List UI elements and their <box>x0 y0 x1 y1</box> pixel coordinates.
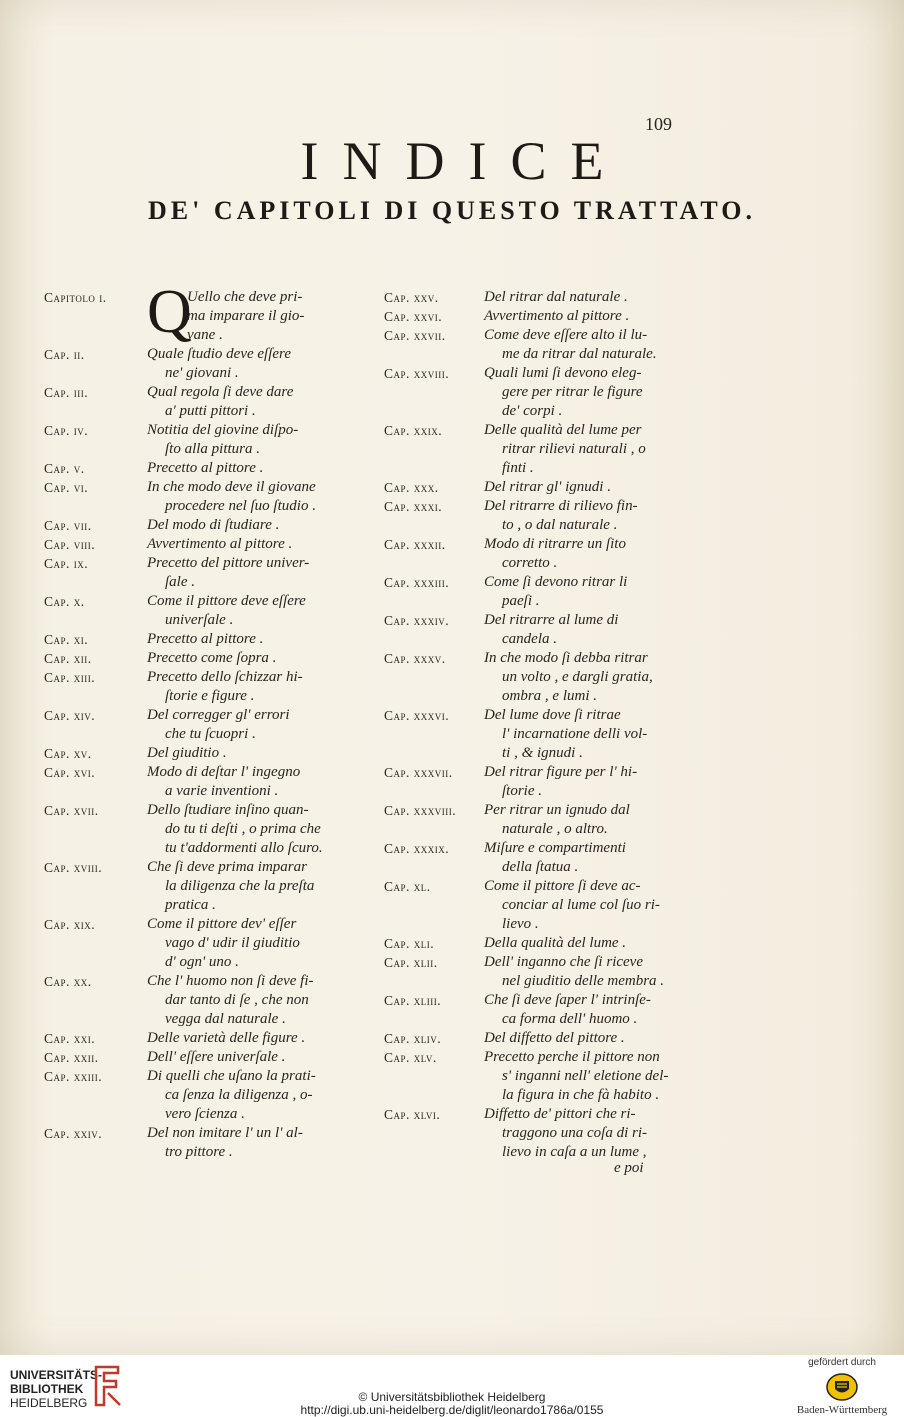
chapter-number: Cap. xxxvii. <box>384 765 453 780</box>
chapter-title-line: Delle varietà delle figure . <box>147 1030 306 1046</box>
chapter-title <box>147 706 349 744</box>
chapter-title-line: Del ritrarre al lume di <box>484 612 619 628</box>
chapter-title <box>484 649 684 706</box>
chapter-title-line: Del corregger gl' errori <box>147 707 290 723</box>
chapter-number: Cap. xl. <box>384 879 431 894</box>
copyright-block <box>0 1391 904 1417</box>
chapter-number: Cap. xlii. <box>384 955 438 970</box>
funded-by-label: gefördert durch <box>808 1357 876 1368</box>
chapter-number: Cap. xxiv. <box>44 1126 103 1141</box>
chapter-number: Cap. xxv. <box>384 290 439 305</box>
index-entry <box>384 497 684 535</box>
index-entry <box>44 763 349 801</box>
chapter-title-line: ritrar rilievi naturali , o <box>502 441 646 457</box>
chapter-title <box>147 1124 349 1162</box>
index-entry <box>44 630 349 649</box>
chapter-title <box>484 1048 684 1105</box>
chapter-number: Cap. xix. <box>44 917 96 932</box>
chapter-title-line: Di quelli che uſano la prati- <box>147 1068 316 1084</box>
chapter-number: Cap. xxii. <box>44 1050 99 1065</box>
chapter-title-line: Precetto al pittore . <box>147 631 264 647</box>
chapter-title-line: Del modo di ſtudiare . <box>147 517 280 533</box>
chapter-title-line: della ſtatua . <box>502 859 579 875</box>
chapter-title-line: conciar al lume col ſuo ri- <box>502 897 660 913</box>
chapter-title-line: ſtorie e figure . <box>165 688 255 704</box>
chapter-number: Cap. xxi. <box>44 1031 96 1046</box>
index-entry <box>44 345 349 383</box>
chapter-title <box>484 573 684 611</box>
index-entry <box>384 421 684 478</box>
chapter-number: Cap. xxxix. <box>384 841 450 856</box>
index-entry <box>384 1048 684 1105</box>
chapter-title-line: lievo . <box>502 916 539 932</box>
chapter-title-line: de' corpi . <box>502 403 563 419</box>
chapter-title-line: Che ſi deve ſaper l' intrinſe- <box>484 992 651 1008</box>
chapter-title-line: Qual regola ſi deve dare <box>147 384 294 400</box>
chapter-number: Cap. xvii. <box>44 803 99 818</box>
chapter-title-line: dar tanto di ſe , che non <box>165 992 309 1008</box>
chapter-title-line: Quali lumi ſi devono eleg- <box>484 365 642 381</box>
chapter-title <box>484 877 684 934</box>
page-title: INDICE <box>300 131 628 191</box>
index-entry <box>384 573 684 611</box>
chapter-title-line: traggono una coſa di ri- <box>502 1125 647 1141</box>
chapter-title-line: Che l' huomo non ſi deve fi- <box>147 973 314 989</box>
chapter-title <box>147 478 349 516</box>
chapter-title <box>147 1048 349 1067</box>
chapter-title-line: Precetto come ſopra . <box>147 650 277 666</box>
chapter-title <box>484 1029 684 1048</box>
index-entry <box>384 326 684 364</box>
chapter-title-line: me da ritrar dal naturale. <box>502 346 657 362</box>
chapter-title-line: Del diffetto del pittore . <box>484 1030 625 1046</box>
chapter-number: Cap. xxvi. <box>384 309 443 324</box>
index-entry <box>44 801 349 858</box>
chapter-title-line: ſtorie . <box>502 783 542 799</box>
chapter-title-line: ne' giovani . <box>165 365 239 381</box>
chapter-number: Cap. xv. <box>44 746 92 761</box>
chapter-number: Cap. xxxviii. <box>384 803 457 818</box>
chapter-title-line: Del ritrar figure per l' hi- <box>484 764 638 780</box>
chapter-title <box>484 326 684 364</box>
chapter-title <box>484 497 684 535</box>
chapter-title <box>147 554 349 592</box>
chapter-title <box>484 801 684 839</box>
index-entry <box>44 649 349 668</box>
chapter-title-line: ca ſenza la diligenza , o- <box>165 1087 313 1103</box>
chapter-title <box>147 516 349 535</box>
index-entry <box>384 478 684 497</box>
chapter-title <box>147 858 349 915</box>
index-entry <box>44 278 349 346</box>
chapter-title-line: Come il pittore dev' eſſer <box>147 916 297 932</box>
chapter-number: Cap. ii. <box>44 347 85 362</box>
chapter-title-line: Come deve eſſere alto il lu- <box>484 327 648 343</box>
chapter-title <box>147 972 349 1029</box>
chapter-title-line: che tu ſcuopri . <box>165 726 256 742</box>
chapter-number: Cap. xlv. <box>384 1050 437 1065</box>
chapter-title <box>484 307 684 326</box>
chapter-number: Cap. xliii. <box>384 993 442 1008</box>
chapter-title <box>147 668 349 706</box>
chapter-title <box>147 535 349 554</box>
page-number: 109 <box>645 114 672 134</box>
chapter-title-line: ma imparare il gio- <box>187 308 305 324</box>
library-name-line3: HEIDELBERG <box>10 1396 88 1410</box>
index-entry <box>44 554 349 592</box>
index-entry <box>44 592 349 630</box>
chapter-number: Cap. xxxi. <box>384 499 443 514</box>
chapter-title <box>147 345 349 383</box>
index-column-right <box>384 288 684 1162</box>
chapter-title-line: Miſure e compartimenti <box>484 840 626 856</box>
chapter-title-line: naturale , o altro. <box>502 821 608 837</box>
chapter-title-line: Diffetto de' pittori che ri- <box>484 1106 636 1122</box>
index-entry <box>44 1029 349 1048</box>
index-entry <box>384 364 684 421</box>
chapter-title <box>147 421 349 459</box>
index-entry <box>44 421 349 459</box>
chapter-title-line: ca forma dell' huomo . <box>502 1011 638 1027</box>
chapter-title-line: Come il pittore deve eſſere <box>147 593 306 609</box>
index-entry <box>384 877 684 934</box>
chapter-title <box>147 744 349 763</box>
chapter-title-line: vero ſcienza . <box>165 1106 245 1122</box>
chapter-title <box>484 953 684 991</box>
chapter-number: Cap. vii. <box>44 518 92 533</box>
chapter-title-line: do tu ti deſti , o prima che <box>165 821 321 837</box>
chapter-title <box>147 1067 349 1124</box>
chapter-title-line: ombra , e lumi . <box>502 688 597 704</box>
index-entry <box>384 801 684 839</box>
index-entry <box>384 611 684 649</box>
chapter-number: Cap. x. <box>44 594 85 609</box>
chapter-title-line: Del giuditio . <box>147 745 227 761</box>
chapter-title-line: vago d' udir il giuditio <box>165 935 300 951</box>
chapter-title-line: Del ritrar gl' ignudi . <box>484 479 611 495</box>
chapter-title-line: Precetto al pittore . <box>147 460 264 476</box>
chapter-title <box>147 801 349 858</box>
index-entry <box>384 706 684 763</box>
chapter-number: Cap. xii. <box>44 651 92 666</box>
chapter-number: Cap. xxxvi. <box>384 708 450 723</box>
chapter-title-line: Del non imitare l' un l' al- <box>147 1125 303 1141</box>
chapter-title-line: Dell' inganno che ſi riceve <box>484 954 643 970</box>
chapter-number: Cap. xi. <box>44 632 89 647</box>
chapter-title-line: Modo di ritrarre un ſito <box>484 536 626 552</box>
chapter-title-line: Avvertimento al pittore . <box>147 536 293 552</box>
chapter-title-line: a' putti pittori . <box>165 403 256 419</box>
chapter-title-line: ti , & ignudi . <box>502 745 583 761</box>
library-name-line2: BIBLIOTHEK <box>10 1382 84 1396</box>
chapter-title-line: Del ritrarre di rilievo fin- <box>484 498 638 514</box>
chapter-title <box>147 278 349 346</box>
chapter-title-line: Precetto perche il pittore non <box>484 1049 660 1065</box>
index-entry <box>44 972 349 1029</box>
index-entry <box>44 459 349 478</box>
chapter-title-line: la figura in che fà habito . <box>502 1087 660 1103</box>
state-seal-icon <box>825 1372 859 1402</box>
index-entry <box>44 1048 349 1067</box>
chapter-title <box>147 592 349 630</box>
chapter-title <box>484 763 684 801</box>
chapter-title-line: Uello che deve pri- <box>187 289 303 305</box>
chapter-number: Cap. xx. <box>44 974 92 989</box>
permalink-url[interactable]: http://digi.ub.uni-heidelberg.de/diglit/leonardo1786a/0155 <box>300 1403 604 1417</box>
chapter-title-line: Dello ſtudiare inſino quan- <box>147 802 309 818</box>
index-entry <box>44 858 349 915</box>
chapter-title-line: Come il pittore ſi deve ac- <box>484 878 641 894</box>
index-entry <box>384 288 684 307</box>
index-entry <box>44 516 349 535</box>
chapter-title-line: s' inganni nell' eletione del- <box>502 1068 669 1084</box>
chapter-title-line: Modo di deſtar l' ingegno <box>147 764 301 780</box>
chapter-title-line: Quale ſtudio deve eſſere <box>147 346 291 362</box>
index-entry <box>44 1124 349 1162</box>
copyright-text: © Universitätsbibliothek Heidelberg <box>358 1390 546 1404</box>
chapter-number: Cap. vi. <box>44 480 89 495</box>
chapter-title <box>484 991 684 1029</box>
index-entry <box>384 535 684 573</box>
chapter-title <box>484 421 684 478</box>
chapter-title-line: tu t'addormenti allo ſcuro. <box>165 840 323 856</box>
chapter-number: Cap. xxix. <box>384 423 443 438</box>
index-entry <box>44 383 349 421</box>
index-entry <box>44 706 349 744</box>
footer-bar <box>0 1355 904 1417</box>
chapter-title-line: In che modo ſi debba ritrar <box>484 650 648 666</box>
chapter-title <box>484 839 684 877</box>
index-entry <box>384 934 684 953</box>
funder-name: Baden-Württemberg <box>796 1404 888 1416</box>
chapter-title-line: ſto alla pittura . <box>165 441 261 457</box>
index-entry <box>44 478 349 516</box>
index-entry <box>44 744 349 763</box>
index-entry <box>44 668 349 706</box>
index-entry <box>44 535 349 554</box>
chapter-title <box>484 611 684 649</box>
chapter-title-line: Per ritrar un ignudo dal <box>484 802 630 818</box>
chapter-title-line: Che ſi deve prima imparar <box>147 859 307 875</box>
chapter-title <box>147 459 349 478</box>
chapter-title-line: univerſale . <box>165 612 234 628</box>
index-entry <box>384 991 684 1029</box>
chapter-title-line: pratica . <box>165 897 216 913</box>
chapter-title-line: l' incarnatione delli vol- <box>502 726 648 742</box>
chapter-title-line: vegga dal naturale . <box>165 1011 286 1027</box>
chapter-title-line: tro pittore . <box>165 1144 233 1160</box>
chapter-title-line: gere per ritrar le figure <box>502 384 643 400</box>
chapter-title-line: vane . <box>187 327 223 343</box>
chapter-title-line: d' ogn' uno . <box>165 954 239 970</box>
chapter-title-line: nel giuditio delle membra . <box>502 973 665 989</box>
chapter-title-line: la diligenza che la preſta <box>165 878 315 894</box>
chapter-title <box>484 288 684 307</box>
chapter-number: Cap. xvi. <box>44 765 96 780</box>
chapter-title-line: Precetto dello ſchizzar hi- <box>147 669 303 685</box>
chapter-title-line: Del ritrar dal naturale . <box>484 289 628 305</box>
chapter-title-line: lievo in caſa a un lume , <box>502 1144 647 1160</box>
chapter-title-line: finti . <box>502 460 534 476</box>
index-entry <box>44 1067 349 1124</box>
chapter-number: Cap. xxxiii. <box>384 575 450 590</box>
chapter-number: Cap. xxxiv. <box>384 613 450 628</box>
chapter-title <box>484 535 684 573</box>
index-entry <box>384 307 684 326</box>
chapter-title-line: candela . <box>502 631 557 647</box>
chapter-title-line: un volto , e dargli gratia, <box>502 669 653 685</box>
chapter-title-line: Del lume dove ſi ritrae <box>484 707 621 723</box>
chapter-number: Cap. v. <box>44 461 85 476</box>
chapter-title <box>484 364 684 421</box>
drop-cap: Q <box>147 278 192 346</box>
page-subtitle: DE' CAPITOLI DI QUESTO TRATTATO. <box>148 196 756 225</box>
chapter-title <box>147 763 349 801</box>
chapter-number: Cap. viii. <box>44 537 96 552</box>
chapter-title-line: Precetto del pittore univer- <box>147 555 310 571</box>
chapter-title-line: a varie inventioni . <box>165 783 279 799</box>
chapter-number: Capitolo i. <box>44 290 107 305</box>
index-entry <box>44 915 349 972</box>
chapter-number: Cap. xlvi. <box>384 1107 441 1122</box>
chapter-number: Cap. xxviii. <box>384 366 450 381</box>
chapter-title <box>484 934 684 953</box>
chapter-number: Cap. xxxv. <box>384 651 446 666</box>
chapter-number: Cap. xviii. <box>44 860 103 875</box>
chapter-number: Cap. iii. <box>44 385 89 400</box>
index-column-left <box>44 278 349 1162</box>
index-entry <box>384 649 684 706</box>
chapter-title-line: ſale . <box>165 574 195 590</box>
chapter-number: Cap. xli. <box>384 936 435 951</box>
chapter-number: Cap. xiii. <box>44 670 96 685</box>
funder-block <box>794 1357 890 1416</box>
chapter-title <box>147 383 349 421</box>
chapter-title-line: paeſi . <box>502 593 540 609</box>
chapter-title-line: corretto . <box>502 555 558 571</box>
chapter-title-line: Dell' eſſere univerſale . <box>147 1049 286 1065</box>
chapter-title <box>147 1029 349 1048</box>
catchword: e poi <box>614 1160 644 1176</box>
chapter-title-line: Notitia del giovine diſpo- <box>147 422 299 438</box>
chapter-title-line: Come ſi devono ritrar li <box>484 574 628 590</box>
chapter-number: Cap. ix. <box>44 556 89 571</box>
chapter-number: Cap. iv. <box>44 423 89 438</box>
chapter-number: Cap. xiv. <box>44 708 96 723</box>
index-entry <box>384 1105 684 1162</box>
chapter-number: Cap. xxxii. <box>384 537 446 552</box>
chapter-title <box>484 478 684 497</box>
chapter-number: Cap. xxiii. <box>44 1069 103 1084</box>
chapter-number: Cap. xxvii. <box>384 328 446 343</box>
chapter-title-line: Delle qualità del lume per <box>484 422 642 438</box>
chapter-title-line: Della qualità del lume . <box>484 935 627 951</box>
chapter-title <box>484 1105 684 1162</box>
index-entry <box>384 763 684 801</box>
index-entry <box>384 953 684 991</box>
chapter-title-line: In che modo deve il giovane <box>147 479 316 495</box>
index-entry <box>384 1029 684 1048</box>
chapter-title-line: Avvertimento al pittore . <box>484 308 630 324</box>
chapter-title-line: procedere nel ſuo ſtudio . <box>165 498 316 514</box>
chapter-number: Cap. xliv. <box>384 1031 442 1046</box>
chapter-title <box>147 915 349 972</box>
chapter-title <box>147 649 349 668</box>
library-name-line1: UNIVERSITÄTS- <box>10 1368 103 1382</box>
chapter-number: Cap. xxx. <box>384 480 439 495</box>
chapter-title-line: to , o dal naturale . <box>502 517 618 533</box>
index-entry <box>384 839 684 877</box>
chapter-title <box>484 706 684 763</box>
chapter-title <box>147 630 349 649</box>
